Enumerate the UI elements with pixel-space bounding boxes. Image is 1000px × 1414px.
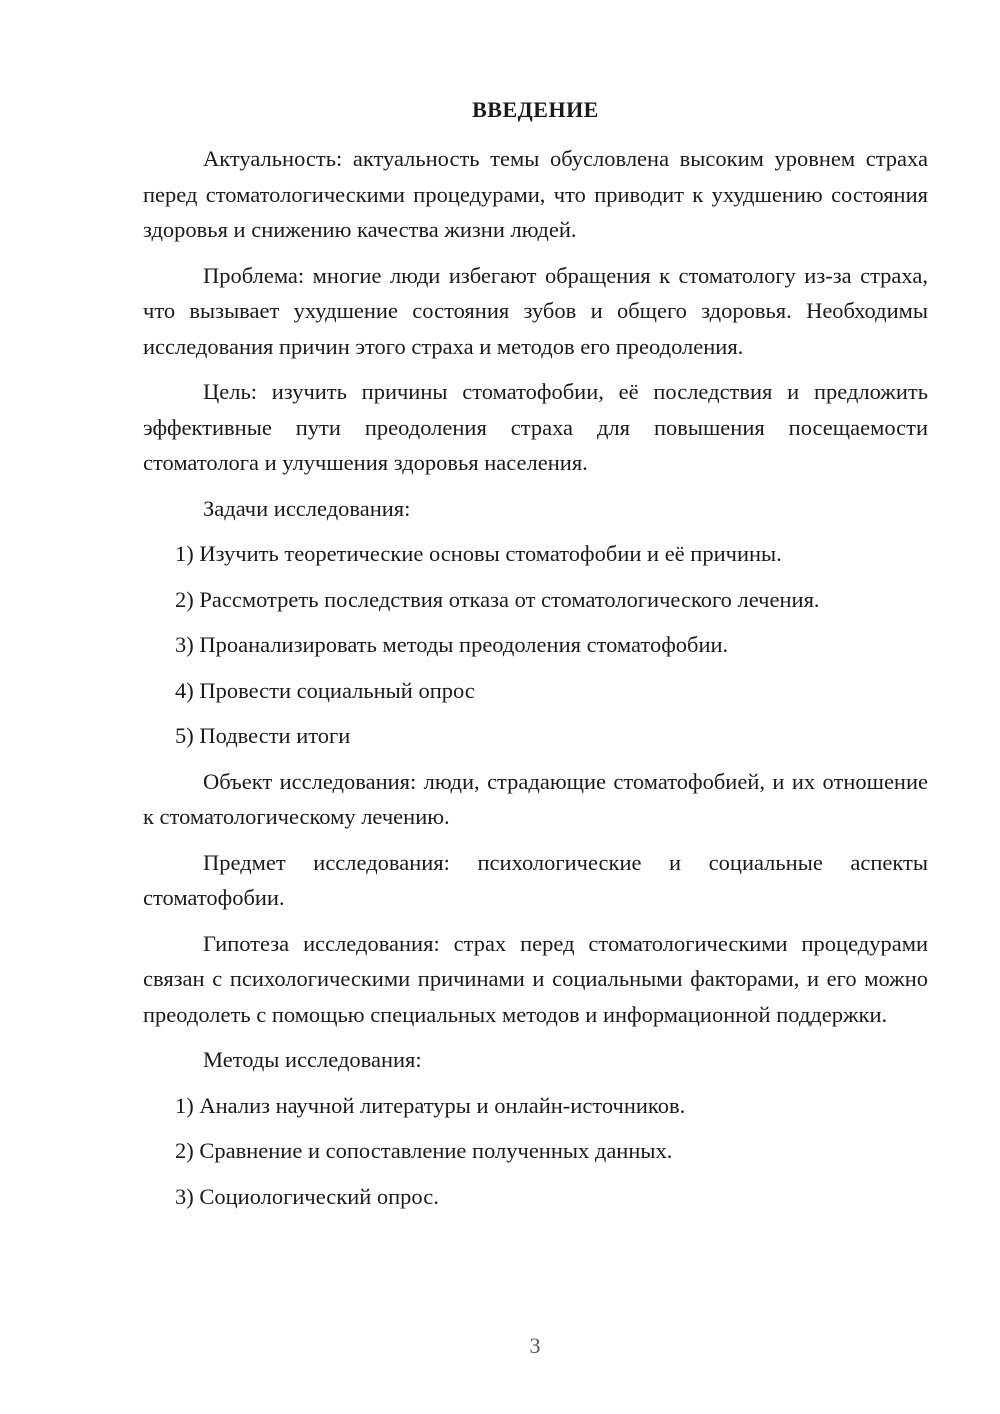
method-item: 2) Сравнение и сопоставление полученных данных.	[175, 1138, 673, 1163]
object-paragraph: Объект исследования: люди, страдающие стоматофобией, и их отношение к стоматологическому лечению.	[143, 768, 928, 829]
section-heading: ВВЕДЕНИЕ	[472, 97, 599, 122]
goal-paragraph: Цель: изучить причины стоматофобии, её последствия и предложить эффективные пути преодоления страха для повышения посещаемости стоматолога и улучшения здоровья населения.	[143, 379, 928, 475]
task-item: 5) Подвести итоги	[175, 723, 351, 748]
subject-paragraph: Предмет исследования: психологические и социальные аспекты стоматофобии.	[143, 849, 928, 910]
problem-paragraph: Проблема: многие люди избегают обращения к стоматологу из-за страха, что вызывает ухудшение состояния зубов и общего здоровья. Необходимы исследования причин этого страха и методов его преодоления.	[143, 262, 928, 359]
method-item: 3) Социологический опрос.	[175, 1183, 439, 1209]
method-item: 1) Анализ научной литературы и онлайн-источников.	[175, 1092, 686, 1118]
tasks-title: Задачи исследования:	[203, 495, 411, 521]
task-item: 3) Проанализировать методы преодоления стоматофобии.	[175, 632, 729, 657]
page-number: 3	[529, 1333, 541, 1358]
hypothesis-paragraph: Гипотеза исследования: страх перед стоматологическими процедурами связан с психологическими причинами и социальными факторами, и его можно преодолеть с помощью специальных методов и информационной поддержки.	[143, 930, 928, 1027]
task-item: 2) Рассмотреть последствия отказа от стоматологического лечения.	[175, 586, 820, 612]
relevance-paragraph: Актуальность: актуальность темы обусловлена высоким уровнем страха перед стоматологическими процедурами, что приводит к ухудшению состояния здоровья и снижению качества жизни людей.	[143, 146, 928, 242]
methods-title: Методы исследования:	[203, 1047, 422, 1072]
page-content	[143, 94, 928, 1224]
task-item: 1) Изучить теоретические основы стоматофобии и её причины.	[175, 541, 782, 566]
task-item: 4) Провести социальный опрос	[175, 677, 475, 703]
